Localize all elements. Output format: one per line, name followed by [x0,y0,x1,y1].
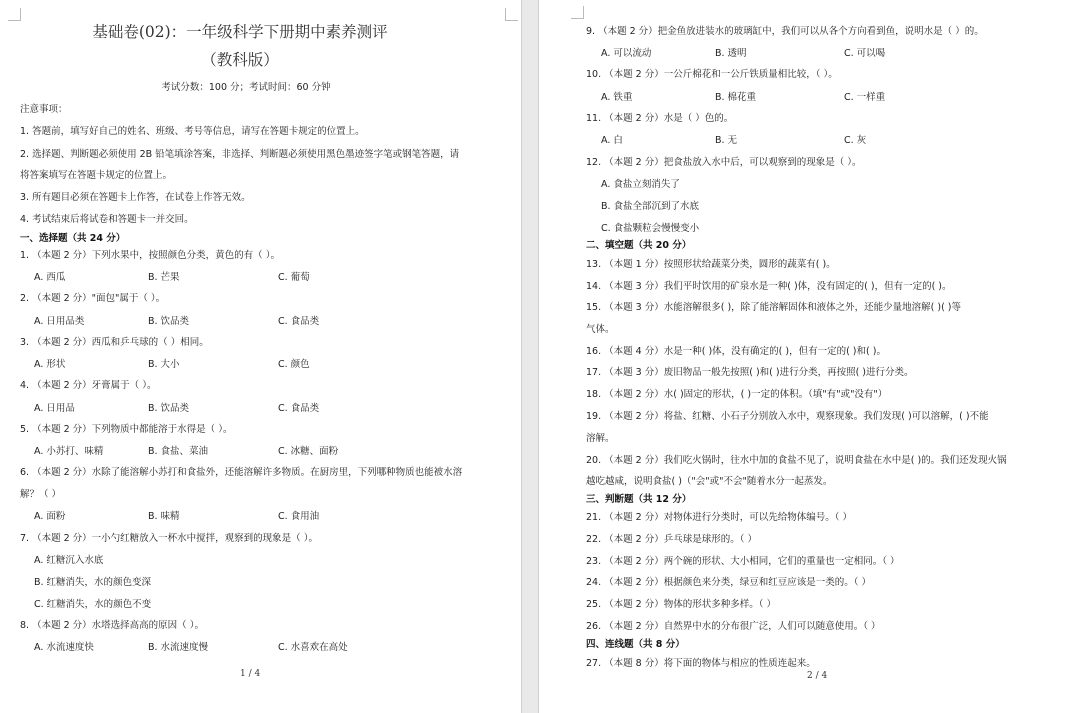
option: A. 西瓜 [34,272,66,283]
question: 25. （本题 2 分）物体的形状多种多样。（ ） [586,599,776,610]
option: C. 一样重 [844,92,886,103]
question: 18. （本题 2 分）水( )固定的形状，( )一定的体积。（填"有"或"没有"） [586,389,888,400]
page-number: 2 / 4 [807,671,828,681]
question: 19. （本题 2 分）将盐、红糖、小石子分别放入水中，观察现象。我们发现( )可以溶解，( )不能 [586,411,989,422]
crop-mark [8,8,21,21]
option: C. 葡萄 [278,272,310,283]
section-heading: 一、选择题（共 24 分） [20,233,126,244]
option: A. 面粉 [34,511,66,522]
question: 7. （本题 2 分）一小勺红糖放入一杯水中搅拌，观察到的现象是（ ）。 [20,533,318,544]
option: B. 红糖消失，水的颜色变深 [34,577,152,588]
option: B. 饮品类 [148,403,190,414]
option: C. 灰 [844,135,867,146]
option: C. 可以喝 [844,48,886,59]
option: A. 水流速度快 [34,642,94,653]
section-heading: 二、填空题（共 20 分） [586,240,692,251]
question: 2. （本题 2 分）"面包"属于（ ）。 [20,293,166,304]
question: 17. （本题 3 分）废旧物品一般先按照( )和( )进行分类，再按照( )进行分类。 [586,367,914,378]
question: 22. （本题 2 分）乒乓球是球形的。（ ） [586,534,757,545]
question-continued: 气体。 [586,324,615,335]
option: B. 棉花重 [715,92,757,103]
option: A. 形状 [34,359,66,370]
option: B. 食盐全部沉到了水底 [601,201,700,212]
option: C. 水喜欢在高处 [278,642,348,653]
option: A. 可以流动 [601,48,652,59]
option: A. 食盐立刻消失了 [601,179,680,190]
question: 14. （本题 3 分）我们平时饮用的矿泉水是一种( )体，没有固定的( )，但有一定的( )。 [586,281,952,292]
question: 13. （本题 1 分）按照形状给蔬菜分类，圆形的蔬菜有( )。 [586,259,836,270]
document-page-1 [0,0,522,713]
question-continued: 溶解。 [586,433,615,444]
option: C. 食品类 [278,403,320,414]
question: 1. （本题 2 分）下列水果中，按照颜色分类，黄色的有（ ）。 [20,250,280,261]
question: 27. （本题 8 分）将下面的物体与相应的性质连起来。 [586,658,816,669]
question: 12. （本题 2 分）把食盐放入水中后，可以观察到的现象是（ ）。 [586,157,862,168]
document-page-2 [538,0,1080,713]
question: 9. （本题 2 分）把金鱼放进装水的玻璃缸中，我们可以从各个方向看到鱼，说明水是（ ）的。 [586,26,984,37]
exam-info: 考试分数：100 分；考试时间：60 分钟 [161,82,331,93]
question: 16. （本题 4 分）水是一种( )体，没有确定的( )，但有一定的( )和( )。 [586,346,886,357]
question-continued: 越吃越咸，说明食盐( )（"会"或"不会"随着水分一起蒸发。 [586,476,833,487]
option: B. 透明 [715,48,747,59]
crop-mark [505,8,518,21]
option: A. 白 [601,135,623,146]
question: 8. （本题 2 分）水塔选择高高的原因（ ）。 [20,620,204,631]
option: B. 味精 [148,511,180,522]
question: 26. （本题 2 分）自然界中水的分布很广泛，人们可以随意使用。（ ） [586,621,881,632]
question: 6. （本题 2 分）水除了能溶解小苏打和食盐外，还能溶解许多物质。在厨房里，下列哪种物质也能被水溶 [20,467,463,478]
option: C. 颜色 [278,359,310,370]
notice-item: 4. 考试结束后将试卷和答题卡一并交回。 [20,214,194,225]
crop-mark [571,6,584,19]
question-continued: 解？（ ） [20,489,62,500]
option: C. 食盐颗粒会慢慢变小 [601,223,700,234]
notice-item: 将答案填写在答题卡规定的位置上。 [20,170,173,181]
option: A. 红糖沉入水底 [34,555,104,566]
question: 4. （本题 2 分）牙膏属于（ ）。 [20,380,157,391]
exam-subtitle: （教科版） [201,51,279,69]
option: C. 食品类 [278,316,320,327]
option: B. 无 [715,135,738,146]
option: A. 铁重 [601,92,633,103]
exam-title: 基础卷(02)：一年级科学下册期中素养测评 [92,23,388,41]
option: B. 水流速度慢 [148,642,209,653]
option: A. 日用品类 [34,316,85,327]
question: 20. （本题 2 分）我们吃火锅时，往水中加的食盐不见了，说明食盐在水中是( )的。我们还发现火锅 [586,455,1007,466]
section-heading: 四、连线题（共 8 分） [586,639,685,650]
option: B. 饮品类 [148,316,190,327]
question: 5. （本题 2 分）下列物质中都能溶于水得是（ ）。 [20,424,233,435]
option: A. 日用品 [34,403,75,414]
option: C. 红糖消失，水的颜色不变 [34,599,152,610]
question: 21. （本题 2 分）对物体进行分类时，可以先给物体编号。（ ） [586,512,852,523]
question: 3. （本题 2 分）西瓜和乒乓球的（ ）相同。 [20,337,209,348]
question: 15. （本题 3 分）水能溶解很多( )，除了能溶解固体和液体之外，还能少量地溶解( )( )等 [586,302,962,313]
option: A. 小苏打、味精 [34,446,104,457]
option: B. 食盐、菜油 [148,446,209,457]
notice-item: 2. 选择题、判断题必须使用 2B 铅笔填涂答案，非选择、判断题必须使用黑色墨迹签字笔或钢笔答题，请 [20,149,460,160]
notice-heading: 注意事项： [20,104,68,115]
option: B. 大小 [148,359,180,370]
question: 24. （本题 2 分）根据颜色来分类，绿豆和红豆应该是一类的。（ ） [586,577,871,588]
notice-item: 1. 答题前，填写好自己的姓名、班级、考号等信息，请写在答题卡规定的位置上。 [20,126,365,137]
option: C. 食用油 [278,511,320,522]
notice-item: 3. 所有题目必须在答题卡上作答，在试卷上作答无效。 [20,192,251,203]
question: 23. （本题 2 分）两个碗的形状、大小相同，它们的重量也一定相同。（ ） [586,556,900,567]
option: B. 芒果 [148,272,180,283]
option: C. 冰糖、面粉 [278,446,339,457]
question: 10. （本题 2 分）一公斤棉花和一公斤铁质量相比较，（ ）。 [586,69,838,80]
page-number: 1 / 4 [240,669,261,679]
question: 11. （本题 2 分）水是（ ）色的。 [586,113,734,124]
section-heading: 三、判断题（共 12 分） [586,494,692,505]
